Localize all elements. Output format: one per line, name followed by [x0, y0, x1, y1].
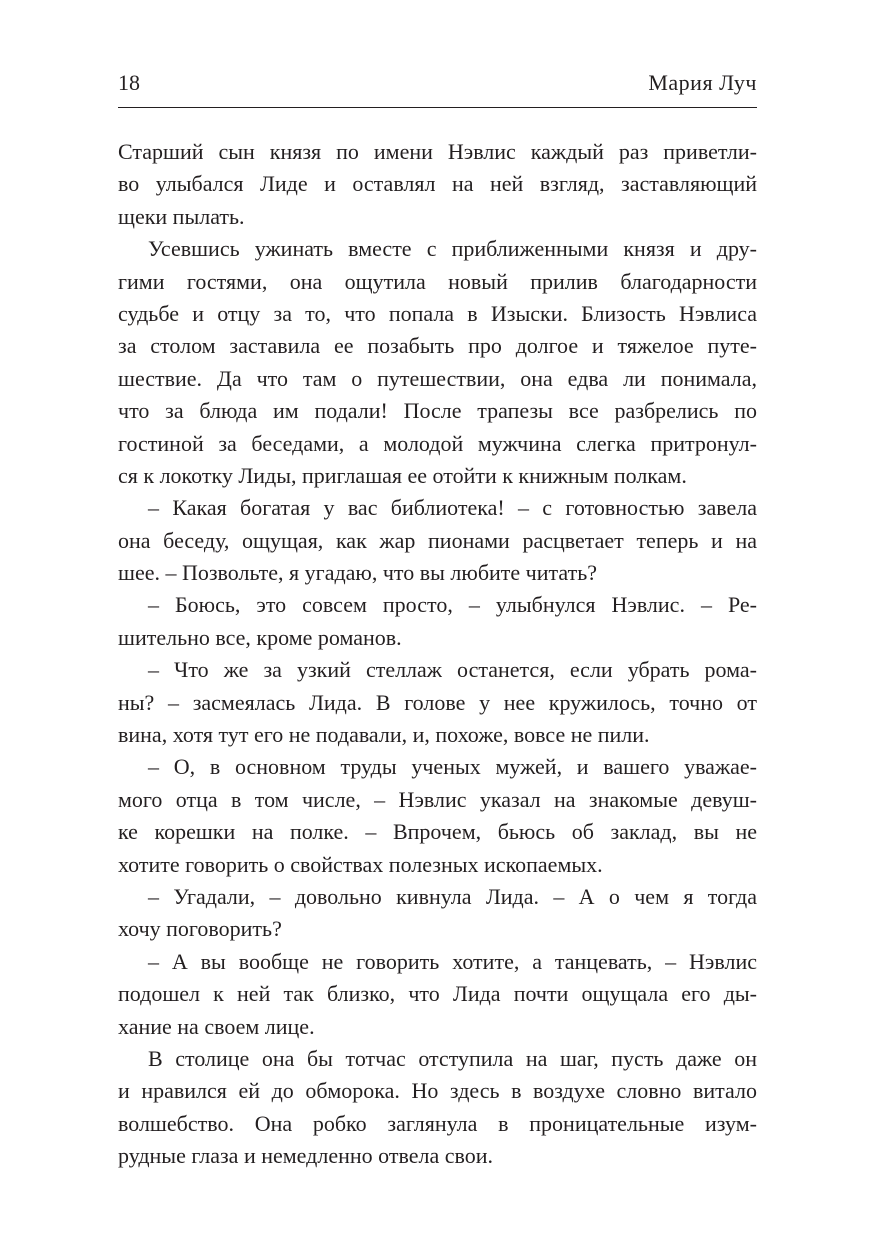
body-text	[118, 136, 757, 1173]
text-line: хание на своем лице.	[118, 1013, 315, 1039]
paragraph	[118, 654, 757, 751]
text-line: – О, в основном труды ученых мужей, и вашего уважае-	[148, 754, 757, 780]
text-line: – А вы вообще не говорить хотите, а танцевать, – Нэвлис	[148, 948, 757, 974]
text-line: судьбе и отцу за то, что попала в Изыски. Близость Нэвлиса	[118, 300, 757, 326]
text-line: и нравился ей до обморока. Но здесь в воздухе словно витало	[118, 1078, 757, 1104]
text-line: что за блюда им подали! После трапезы все разбрелись по	[118, 398, 757, 424]
text-line: – Боюсь, это совсем просто, – улыбнулся Нэвлис. – Ре-	[148, 592, 757, 618]
text-line: ся к локотку Лиды, приглашая ее отойти к книжным полкам.	[118, 462, 687, 488]
text-line: она беседу, ощущая, как жар пионами расцветает теперь и на	[118, 527, 757, 553]
text-line: ке корешки на полке. – Впрочем, бьюсь об заклад, вы не	[118, 819, 757, 845]
paragraph	[118, 136, 757, 233]
text-line: Усевшись ужинать вместе с приближенными князя и дру-	[148, 236, 757, 262]
text-line: шее. – Позвольте, я угадаю, что вы любите читать?	[118, 560, 597, 586]
page-header	[118, 70, 757, 100]
text-line: хотите говорить о свойствах полезных ископаемых.	[118, 851, 603, 877]
paragraph	[118, 233, 757, 492]
text-line: ны? – засмеялась Лида. В голове у нее кружилось, точно от	[118, 689, 757, 715]
text-line: – Угадали, – довольно кивнула Лида. – А о чем я тогда	[148, 883, 757, 909]
paragraph	[118, 492, 757, 589]
text-line: мого отца в том числе, – Нэвлис указал на знакомые девуш-	[118, 786, 757, 812]
text-line: шествие. Да что там о путешествии, она едва ли понимала,	[118, 365, 757, 391]
paragraph	[118, 946, 757, 1043]
text-line: вина, хотя тут его не подавали, и, похоже, вовсе не пили.	[118, 722, 650, 748]
running-title: Мария Луч	[648, 70, 757, 95]
text-line: подошел к ней так близко, что Лида почти ощущала его ды-	[118, 981, 757, 1007]
text-line: щеки пылать.	[118, 203, 245, 229]
page-number: 18	[118, 70, 140, 95]
text-line: гостиной за беседами, а молодой мужчина слегка притронул-	[118, 430, 757, 456]
paragraph	[118, 1043, 757, 1173]
paragraph	[118, 589, 757, 654]
text-line: рудные глаза и немедленно отвела свои.	[118, 1143, 493, 1169]
text-line: волшебство. Она робко заглянула в проницательные изум-	[118, 1110, 757, 1136]
paragraph	[118, 881, 757, 946]
text-line: хочу поговорить?	[118, 916, 282, 942]
text-line: во улыбался Лиде и оставлял на ней взгляд, заставляющий	[118, 171, 757, 197]
paragraph	[118, 751, 757, 881]
text-line: В столице она бы тотчас отступила на шаг, пусть даже он	[148, 1045, 757, 1071]
text-line: – Какая богатая у вас библиотека! – с готовностью завела	[148, 495, 757, 521]
header-rule	[118, 107, 757, 108]
text-line: шительно все, кроме романов.	[118, 624, 402, 650]
text-line: за столом заставила ее позабыть про долгое и тяжелое путе-	[118, 333, 757, 359]
text-line: – Что же за узкий стеллаж останется, если убрать рома-	[148, 657, 757, 683]
text-line: Старший сын князя по имени Нэвлис каждый раз приветли-	[118, 139, 757, 164]
text-line: гими гостями, она ощутила новый прилив благодарности	[118, 268, 757, 294]
